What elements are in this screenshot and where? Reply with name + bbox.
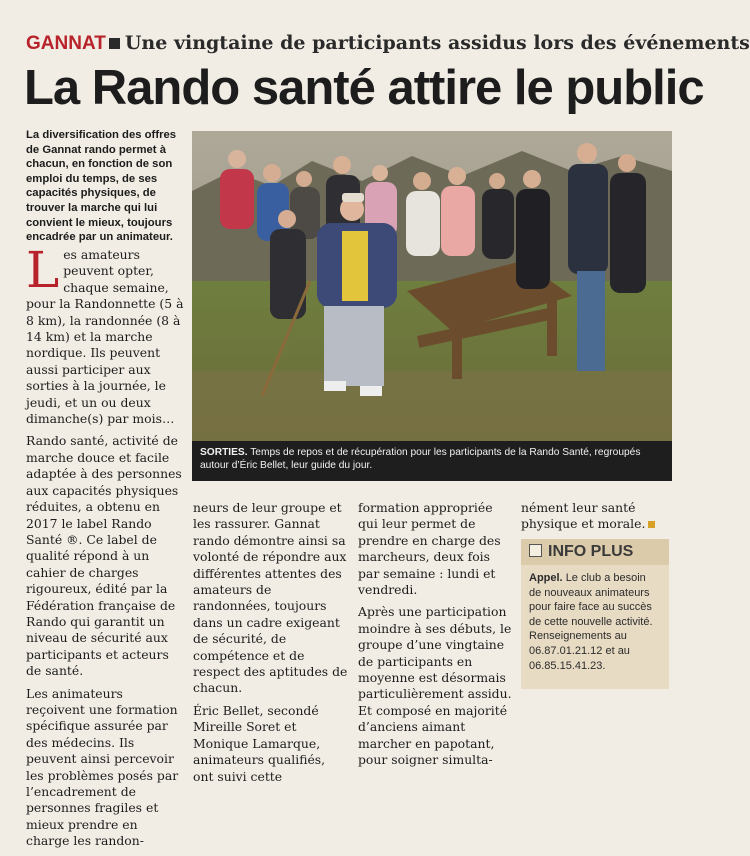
group-photo [192, 131, 672, 481]
paragraph-text: es amateurs peuvent opter, chaque semaine, pour la Randonnette (5 à 8 km), la randonnée (8 à 14 km) et la marche nordique. Ils peuvent aussi participer aux sorties à la journée, le jeudi, et un ou deux dimanche(s) par mois… [26, 247, 184, 427]
paragraph: Les animateurs reçoivent une formation spécifique assurée par des médecins. Ils peuvent ainsi percevoir les problèmes posés par l’encadrement de personnes fragiles et mieux prendre en charge les randon- [26, 685, 179, 849]
paragraph-text: nément leur santé physique et morale. [521, 500, 646, 532]
paragraph: Éric Bellet, secondé Mireille Soret et Monique Lamarque, animateurs qualifiés, ont suivi cette [193, 702, 326, 784]
end-mark-icon [648, 521, 655, 528]
info-box [521, 539, 669, 689]
paragraph: Après une participation moindre à ses débuts, le groupe d’une vingtaine de participants en moyenne est désormais particulièrement assidu. Et composé en majorité d’anciens aimant marcher en papotant, pour soigner simulta- [358, 604, 512, 768]
info-text: Le club a besoin de nouveaux animateurs pour faire face au succès de cette nouvelle activité. Renseignements au 06.87.01.21.12 et au 06.85.15.41.23. [529, 572, 653, 672]
paragraph: Rando santé, activité de marche douce et facile adaptée à des personnes aux capacités physiques réduites, a obtenu en 2017 le label Rando Santé ®. Ce label de qualité répond à un cahier de charges rigoureux, édité par la Fédération française de Rando qui garantit un niveau de sécurité aux participants et acteurs de santé. [26, 433, 182, 679]
caption-label: SORTIES. [200, 447, 248, 458]
paragraph: formation appropriée qui leur permet de prendre en charge des marcheurs, deux fois par semaine : lundi et vendredi. [358, 500, 501, 598]
paragraph [521, 500, 671, 533]
photo-caption [192, 441, 672, 481]
lead-paragraph: La diversification des offres de Gannat rando permet à chacun, en fonction de son emploi du temps, de ses capacités physiques, de trouver la marche qui lui convient le mieux, toujours encadrée par un animateur. [26, 129, 177, 244]
square-bullet-icon [109, 38, 120, 49]
photo-illustration [192, 131, 672, 441]
info-box-body [521, 565, 669, 679]
article-column-1 [26, 241, 184, 856]
article-column-2 [193, 500, 349, 791]
kicker [26, 32, 750, 55]
headline: La Rando santé attire le public [24, 61, 704, 115]
article-column-4 [521, 500, 671, 539]
kicker-text: Une vingtaine de participants assidus lors des événements [124, 32, 750, 54]
kicker-location: GANNAT [26, 33, 106, 54]
paragraph: neurs de leur groupe et les rassurer. Gannat rando démontre ainsi sa volonté de répondre aux différentes attentes des amateurs de randonnées, toujours dans un cadre exigeant de sécurité, de compétence et de respect des aptitudes de chacun. [193, 500, 348, 696]
caption-text: Temps de repos et de récupération pour les participants de la Rando Santé, regroupés autour d’Éric Bellet, leur guide du jour. [200, 447, 641, 471]
article-column-3 [358, 500, 514, 775]
checkbox-square-icon [529, 544, 542, 557]
paragraph [26, 241, 184, 427]
info-box-title: INFO PLUS [548, 543, 634, 560]
drop-cap: L [26, 241, 60, 299]
info-label: Appel. [529, 572, 563, 584]
info-box-header [521, 539, 669, 565]
